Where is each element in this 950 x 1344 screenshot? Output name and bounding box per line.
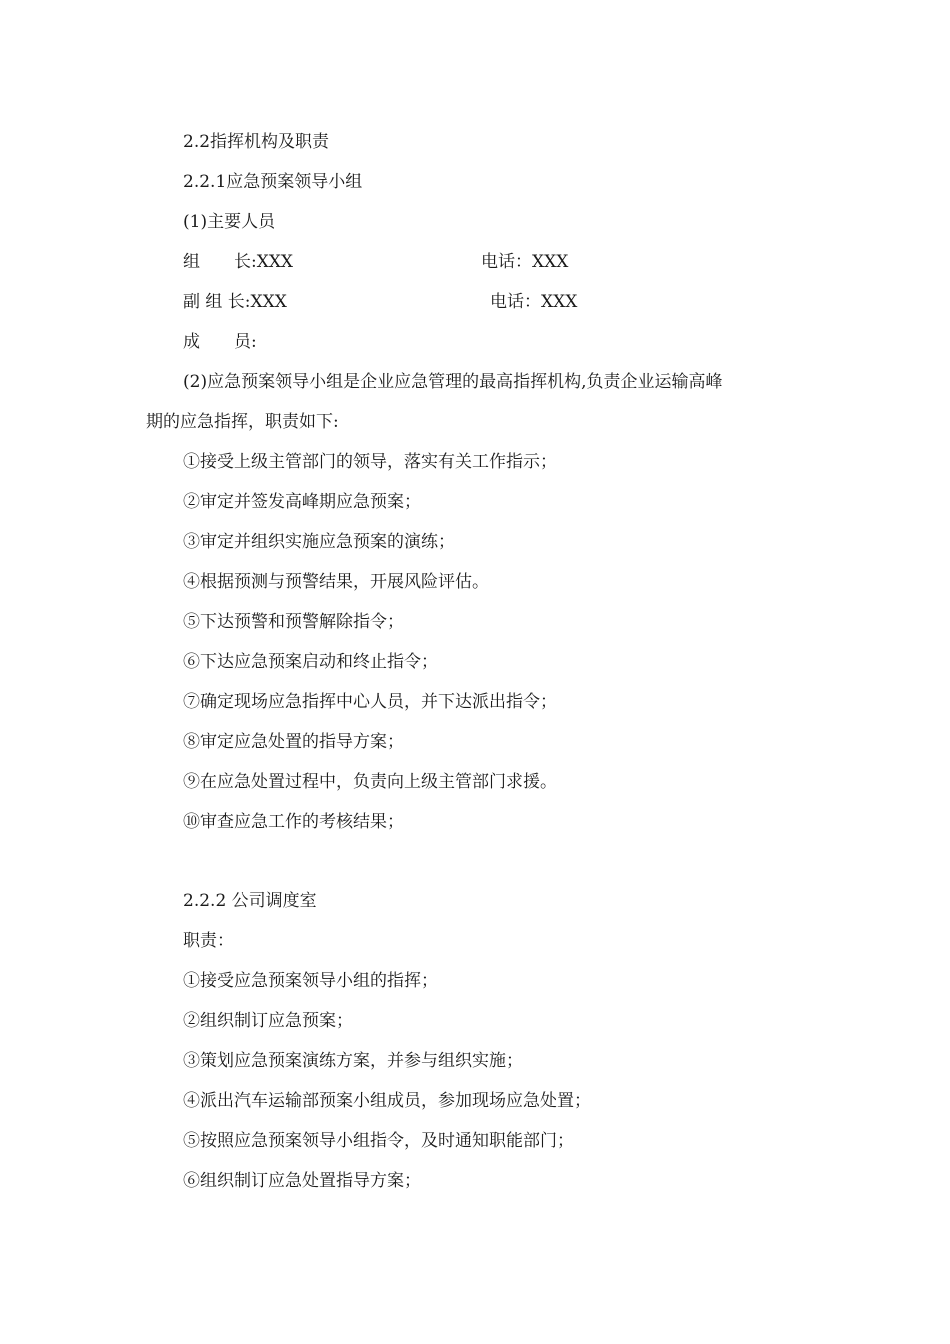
leader-phone: 电话：XXX bbox=[481, 252, 569, 272]
dispatch-duty-item: ④派出汽车运输部预案小组成员，参加现场应急处置； bbox=[183, 1091, 591, 1111]
leader-duty-item: ①接受上级主管部门的领导，落实有关工作指示； bbox=[183, 452, 557, 472]
deputy-phone: 电话：XXX bbox=[490, 292, 578, 312]
dispatch-duty-item: ③策划应急预案演练方案，并参与组织实施； bbox=[183, 1051, 523, 1071]
section-2-2-2-title: 2.2.2 公司调度室 bbox=[183, 891, 317, 911]
dispatch-duties-heading: 职责： bbox=[183, 931, 234, 951]
leader-duty-item: ③审定并组织实施应急预案的演练； bbox=[183, 532, 455, 552]
leader-duty-item: ⑧审定应急处置的指导方案； bbox=[183, 732, 404, 752]
leader-duty-item: ⑦确定现场应急指挥中心人员，并下达派出指令； bbox=[183, 692, 557, 712]
leader-duty-item: ②审定并签发高峰期应急预案； bbox=[183, 492, 421, 512]
deputy-label: 副 组 长:XXX bbox=[183, 292, 287, 312]
dispatch-duty-item: ⑤按照应急预案领导小组指令，及时通知职能部门； bbox=[183, 1131, 574, 1151]
description-line-2: 期的应急指挥，职责如下: bbox=[146, 412, 339, 432]
leader-duty-item: ⑥下达应急预案启动和终止指令； bbox=[183, 652, 438, 672]
dispatch-duty-item: ⑥组织制订应急处置指导方案； bbox=[183, 1171, 421, 1191]
leader-duty-item: ⑩审查应急工作的考核结果； bbox=[183, 812, 404, 832]
leader-duty-item: ④根据预测与预警结果，开展风险评估。 bbox=[183, 572, 489, 592]
section-2-2-1-title: 2.2.1应急预案领导小组 bbox=[183, 172, 363, 192]
leader-duty-item: ⑨在应急处置过程中，负责向上级主管部门求援。 bbox=[183, 772, 557, 792]
members-label: 成 员: bbox=[183, 332, 257, 352]
leader-duty-item: ⑤下达预警和预警解除指令； bbox=[183, 612, 404, 632]
dispatch-duty-item: ①接受应急预案领导小组的指挥； bbox=[183, 971, 438, 991]
section-2-2-title: 2.2指挥机构及职责 bbox=[183, 132, 330, 152]
leader-label: 组 长:XXX bbox=[183, 252, 294, 272]
dispatch-duty-item: ②组织制订应急预案； bbox=[183, 1011, 353, 1031]
main-people-heading: (1)主要人员 bbox=[183, 212, 276, 232]
description-line-1: (2)应急预案领导小组是企业应急管理的最高指挥机构,负责企业运输高峰 bbox=[183, 372, 723, 392]
